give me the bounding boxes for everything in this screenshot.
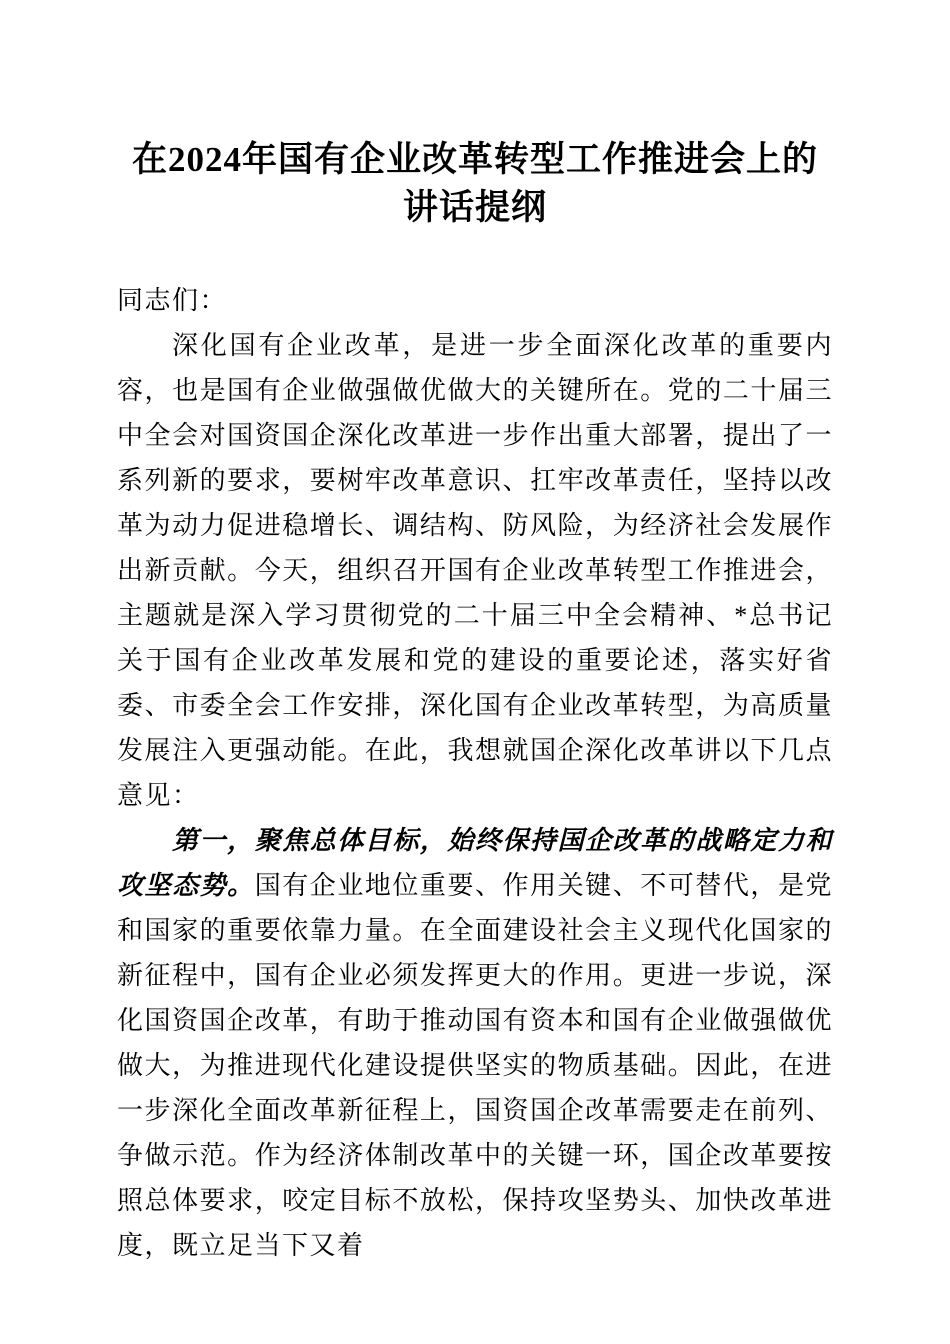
salutation: 同志们：: [117, 286, 228, 315]
paragraph-point-1: [117, 818, 833, 1268]
document-title-line-1: 在2024年国有企业改革转型工作推进会上的: [131, 140, 818, 179]
paragraph-point-1-text: 国有企业地位重要、作用关键、不可替代，是党和国家的重要依靠力量。在全面建设社会主义现代化国家的新征程中，国有企业必须发挥更大的作用。更进一步说，深化国资国企改革，有助于推动国有资本和国有企业做强做优做大，为推进现代化建设提供坚实的物质基础。因此，在进一步深化全面改革新征程上，国资国企改革需要走在前列、争做示范。作为经济体制改革中的关键一环，国企改革要按照总体要求，咬定目标不放松，保持攻坚势头、加快改革进度，既立足当下又着: [117, 871, 833, 1260]
document-body: [117, 278, 833, 1268]
document-title: [117, 136, 833, 232]
paragraph-intro: 深化国有企业改革，是进一步全面深化改革的重要内容，也是国有企业做强做优做大的关键所在。党的二十届三中全会对国资国企深化改革进一步作出重大部署，提出了一系列新的要求，要树牢改革意识、扛牢改革责任，坚持以改革为动力促进稳增长、调结构、防风险，为经济社会发展作出新贡献。今天，组织召开国有企业改革转型工作推进会，主题就是深入学习贯彻党的二十届三中全会精神、*总书记关于国有企业改革发展和党的建设的重要论述，落实好省委、市委全会工作安排，深化国有企业改革转型，为高质量发展注入更强动能。在此，我想就国企深化改革讲以下几点意见：: [117, 331, 833, 810]
paragraph-point-1-lead: 第一，聚焦总体目标，始终保持国企改革的战略定力和攻坚态势。: [117, 826, 833, 900]
document-title-line-2: 讲话提纲: [402, 188, 547, 227]
